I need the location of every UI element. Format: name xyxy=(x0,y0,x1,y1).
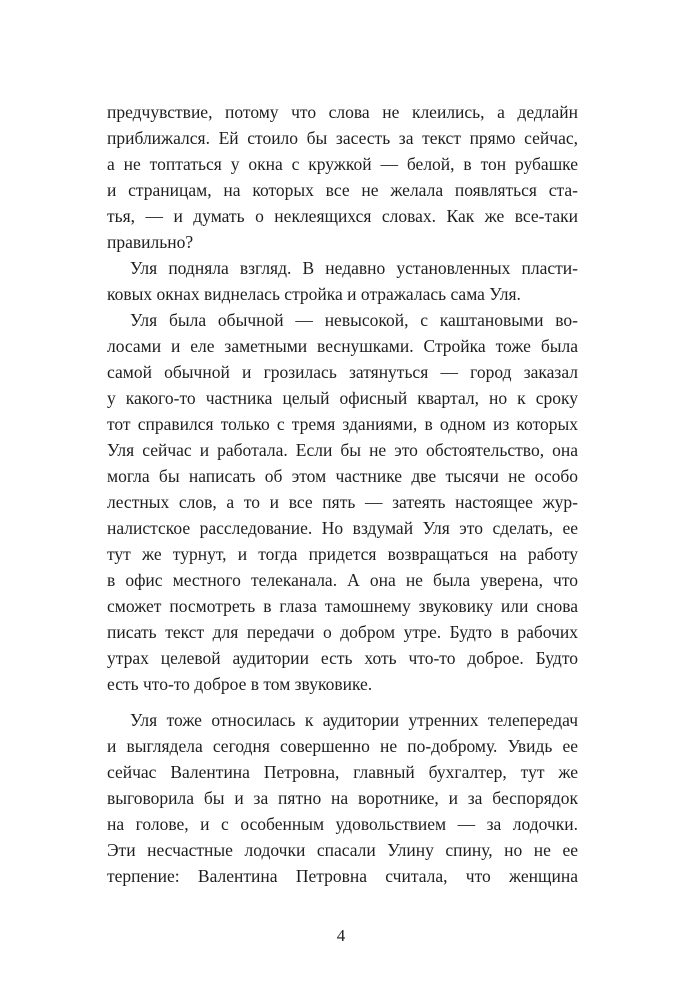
text-line: сможет посмотреть в глаза тамошнему звуковику или снова xyxy=(107,596,578,616)
text-line: писать текст для передачи о добром утре. Будто в рабочих xyxy=(107,622,578,642)
text-line: Уля была обычной — невысокой, с каштановыми во- xyxy=(130,310,578,330)
text-line: в офис местного телеканала. А она не была уверена, что xyxy=(107,570,578,590)
text-line: и страницам, на которых все не желала появляться ста- xyxy=(107,180,578,200)
text-line: Уля тоже относилась к аудитории утренних телепередач xyxy=(130,710,578,730)
text-line: и выглядела сегодня совершенно не по-доброму. Увидь ее xyxy=(107,736,578,756)
text-line: на голове, и с особенным удовольствием — за лодочки. xyxy=(107,814,578,834)
text-line: Эти несчастные лодочки спасали Улину спину, но не ее xyxy=(107,840,578,860)
text-line: тот справился только с тремя зданиями, в одном из которых xyxy=(107,414,578,434)
text-line: Уля сейчас и работала. Если бы не это обстоятельство, она xyxy=(107,440,578,460)
paragraph xyxy=(107,307,578,697)
text-line: предчувствие, потому что слова не клеились, а дедлайн xyxy=(107,102,578,122)
text-line: лосами и еле заметными веснушками. Стройка тоже была xyxy=(107,336,578,356)
paragraph xyxy=(107,99,578,255)
text-line: лестных слов, а то и все пять — затеять настоящее жур- xyxy=(107,492,578,512)
text-line: терпение: Валентина Петровна считала, что женщина xyxy=(107,866,578,886)
paragraph xyxy=(107,707,578,889)
text-line: приближался. Ей стоило бы засесть за текст прямо сейчас, xyxy=(107,128,578,148)
paragraph xyxy=(107,255,578,307)
text-line: тут же турнут, и тогда придется возвращаться на работу xyxy=(107,544,578,564)
text-block xyxy=(107,99,578,889)
text-line: тья, — и думать о неклеящихся словах. Как же все-таки xyxy=(107,206,578,226)
page-number: 4 xyxy=(336,926,346,945)
text-line: самой обычной и грозилась затянуться — город заказал xyxy=(107,362,578,382)
text-line: ковых окнах виднелась стройка и отражалась сама Уля. xyxy=(107,284,521,304)
text-line: выговорила бы и за пятно на воротнике, и за беспорядок xyxy=(107,788,578,808)
text-line: утрах целевой аудитории есть хоть что-то доброе. Будто xyxy=(107,648,578,668)
text-line: у какого-то частника целый офисный квартал, но к сроку xyxy=(107,388,578,408)
text-line: могла бы написать об этом частнике две тысячи не особо xyxy=(107,466,578,486)
text-line: Уля подняла взгляд. В недавно установленных пласти- xyxy=(130,258,578,278)
text-line: сейчас Валентина Петровна, главный бухгалтер, тут же xyxy=(107,762,578,782)
text-line: есть что-то доброе в том звуковике. xyxy=(107,674,373,694)
text-line: а не топтаться у окна с кружкой — белой, в тон рубашке xyxy=(107,154,578,174)
text-line: правильно? xyxy=(107,232,194,252)
text-line: налистское расследование. Но вздумай Уля это сделать, ее xyxy=(107,518,578,538)
